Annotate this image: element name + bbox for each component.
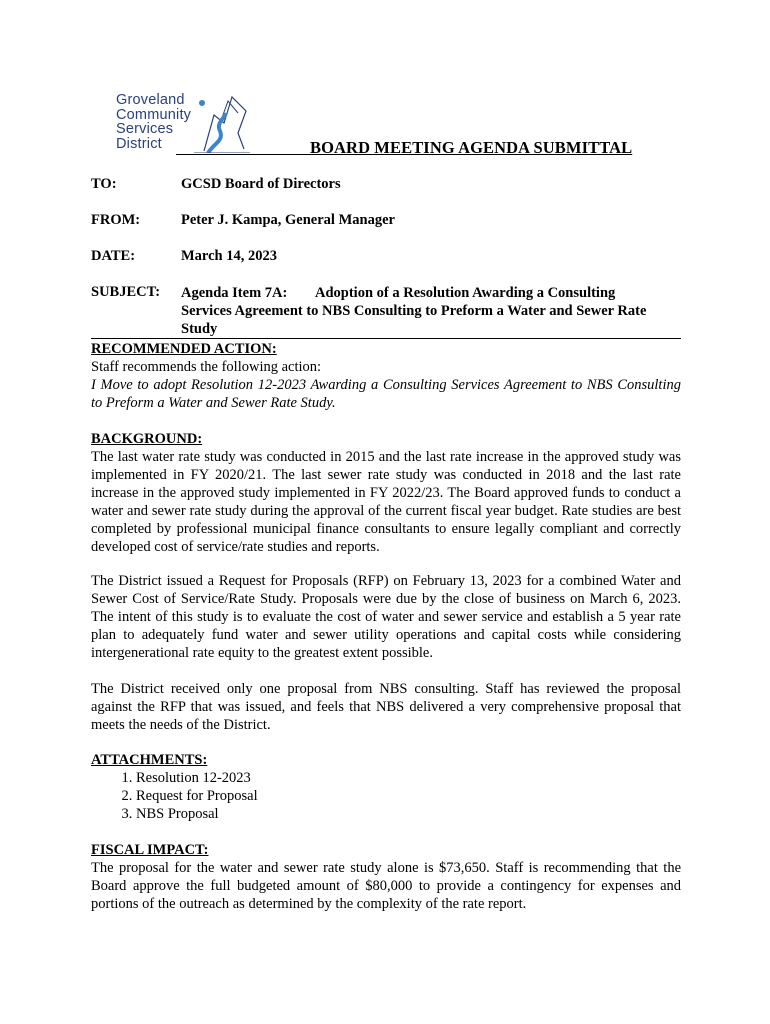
attachment-item: 3. NBS Proposal bbox=[136, 805, 681, 823]
background-heading: BACKGROUND: bbox=[91, 431, 203, 447]
fiscal-impact-section bbox=[91, 841, 681, 913]
logo-text bbox=[116, 93, 191, 151]
background-paragraph-1: The last water rate study was conducted in 2015 and the last rate increase in the approved study was implemented in FY 2020/21. The last sewer rate study was conducted in 2018 and the last rate increase in the approved study implemented in FY 2022/23. The Board approved funds to conduct a water and sewer rate study during the approval of the current fiscal year budget. Rate studies are best completed by professional municipal finance consultants to ensure legally compliant and correctly developed cost of service/rate studies and reports. bbox=[91, 449, 681, 555]
subject-text-line1: Adoption of a Resolution Awarding a Consulting bbox=[315, 285, 616, 301]
from-value: Peter J. Kampa, General Manager bbox=[181, 212, 395, 228]
recommended-action-motion: I Move to adopt Resolution 12-2023 Awarding a Consulting Services Agreement to NBS Consulting to Preform a Water and Sewer Rate Study. bbox=[91, 377, 681, 411]
logo-line-services: Services bbox=[116, 121, 174, 137]
date-label: DATE: bbox=[91, 248, 136, 264]
subject-text-rest: Services Agreement to NBS Consulting to Preform a Water and Sewer Rate Study bbox=[181, 303, 647, 337]
to-value: GCSD Board of Directors bbox=[181, 176, 341, 192]
subject-item: Agenda Item 7A: bbox=[181, 285, 288, 301]
attachment-item: 1. Resolution 12-2023 bbox=[136, 769, 681, 787]
attachments-list bbox=[91, 769, 681, 823]
recommended-action-intro: Staff recommends the following action: bbox=[91, 359, 322, 375]
background-paragraph-2-block bbox=[91, 572, 681, 662]
logo-line-groveland: Groveland bbox=[116, 92, 185, 108]
mountain-river-icon bbox=[194, 93, 250, 153]
subject-label: SUBJECT: bbox=[91, 284, 161, 300]
background-paragraph-3: The District received only one proposal from NBS consulting. Staff has reviewed the proposal against the RFP that was issued, and feels that NBS delivered a very comprehensive proposal that meets the needs of the District. bbox=[91, 681, 681, 733]
from-label: FROM: bbox=[91, 212, 141, 228]
recommended-action-heading: RECOMMENDED ACTION: bbox=[91, 341, 277, 357]
recommended-action-section bbox=[91, 340, 681, 412]
district-logo bbox=[114, 93, 244, 155]
subject-divider bbox=[91, 338, 681, 339]
attachments-section bbox=[91, 751, 681, 823]
background-paragraph-2: The District issued a Request for Proposals (RFP) on February 13, 2023 for a combined Water and Sewer Cost of Service/Rate Study. Proposals were due by the close of business on March 6, 2023. The intent of this study is to evaluate the cost of water and sewer service and establish a 5 year rate plan to adequately fund water and sewer utility operations and capital costs while considering intergenerational rate equity to the greatest extent possible. bbox=[91, 573, 681, 661]
background-paragraph-3-block bbox=[91, 680, 681, 734]
logo-line-community: Community bbox=[116, 106, 192, 123]
subject-value bbox=[181, 284, 681, 338]
background-section bbox=[91, 430, 681, 556]
logo-line-district: District bbox=[116, 135, 162, 152]
logo-divider bbox=[176, 154, 310, 155]
document-title: BOARD MEETING AGENDA SUBMITTAL bbox=[310, 138, 633, 157]
attachment-item: 2. Request for Proposal bbox=[136, 787, 681, 805]
fiscal-impact-heading: FISCAL IMPACT: bbox=[91, 842, 209, 858]
fiscal-impact-text: The proposal for the water and sewer rate study alone is $73,650. Staff is recommending that the Board approve the full budgeted amount of $80,000 to provide a contingency for expenses and portions of the outreach as determined by the complexity of the rate report. bbox=[91, 860, 681, 912]
date-value: March 14, 2023 bbox=[181, 248, 277, 264]
attachments-heading: ATTACHMENTS: bbox=[91, 752, 208, 768]
to-label: TO: bbox=[91, 176, 117, 192]
